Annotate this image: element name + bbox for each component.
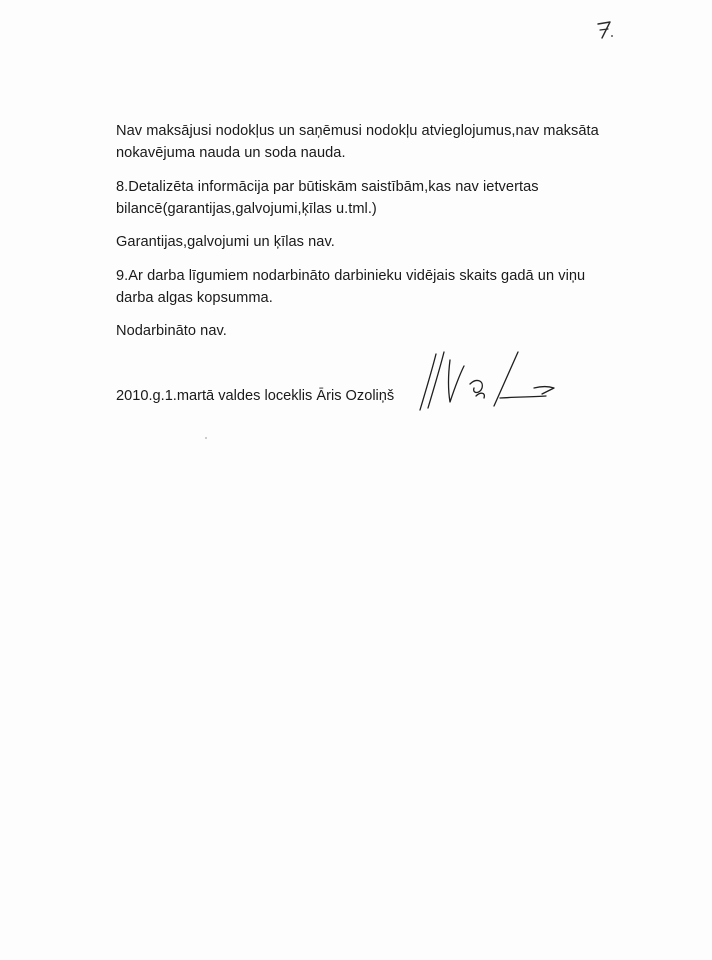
text-line: Garantijas,galvojumi un ķīlas nav. — [116, 234, 335, 250]
paragraph-section-9-answer — [116, 320, 227, 342]
page-number — [592, 14, 632, 44]
text-line: 8.Detalizēta informācija par būtiskām saistībām,kas nav ietvertas — [116, 179, 539, 195]
paragraph-section-8-heading — [116, 176, 539, 220]
paragraph-section-9-heading — [116, 265, 585, 309]
text-line: darba algas kopsumma. — [116, 290, 273, 306]
text-line: nokavējuma nauda un soda nauda. — [116, 145, 346, 161]
paragraph-section-8-answer — [116, 231, 335, 253]
text-line: bilancē(garantijas,galvojumi,ķīlas u.tml.) — [116, 201, 377, 217]
date-and-signatory: 2010.g.1.martā valdes loceklis Āris Ozoliņš — [116, 388, 395, 404]
text-line: Nav maksājusi nodokļus un saņēmusi nodokļu atvieglojumus,nav maksāta — [116, 123, 599, 139]
text-line: Nodarbināto nav. — [116, 323, 227, 339]
handwritten-signature — [414, 346, 564, 414]
paragraph-tax — [116, 120, 599, 164]
text-line: 9.Ar darba līgumiem nodarbināto darbinieku vidējais skaits gadā un viņu — [116, 268, 586, 284]
scan-speck — [205, 437, 207, 439]
